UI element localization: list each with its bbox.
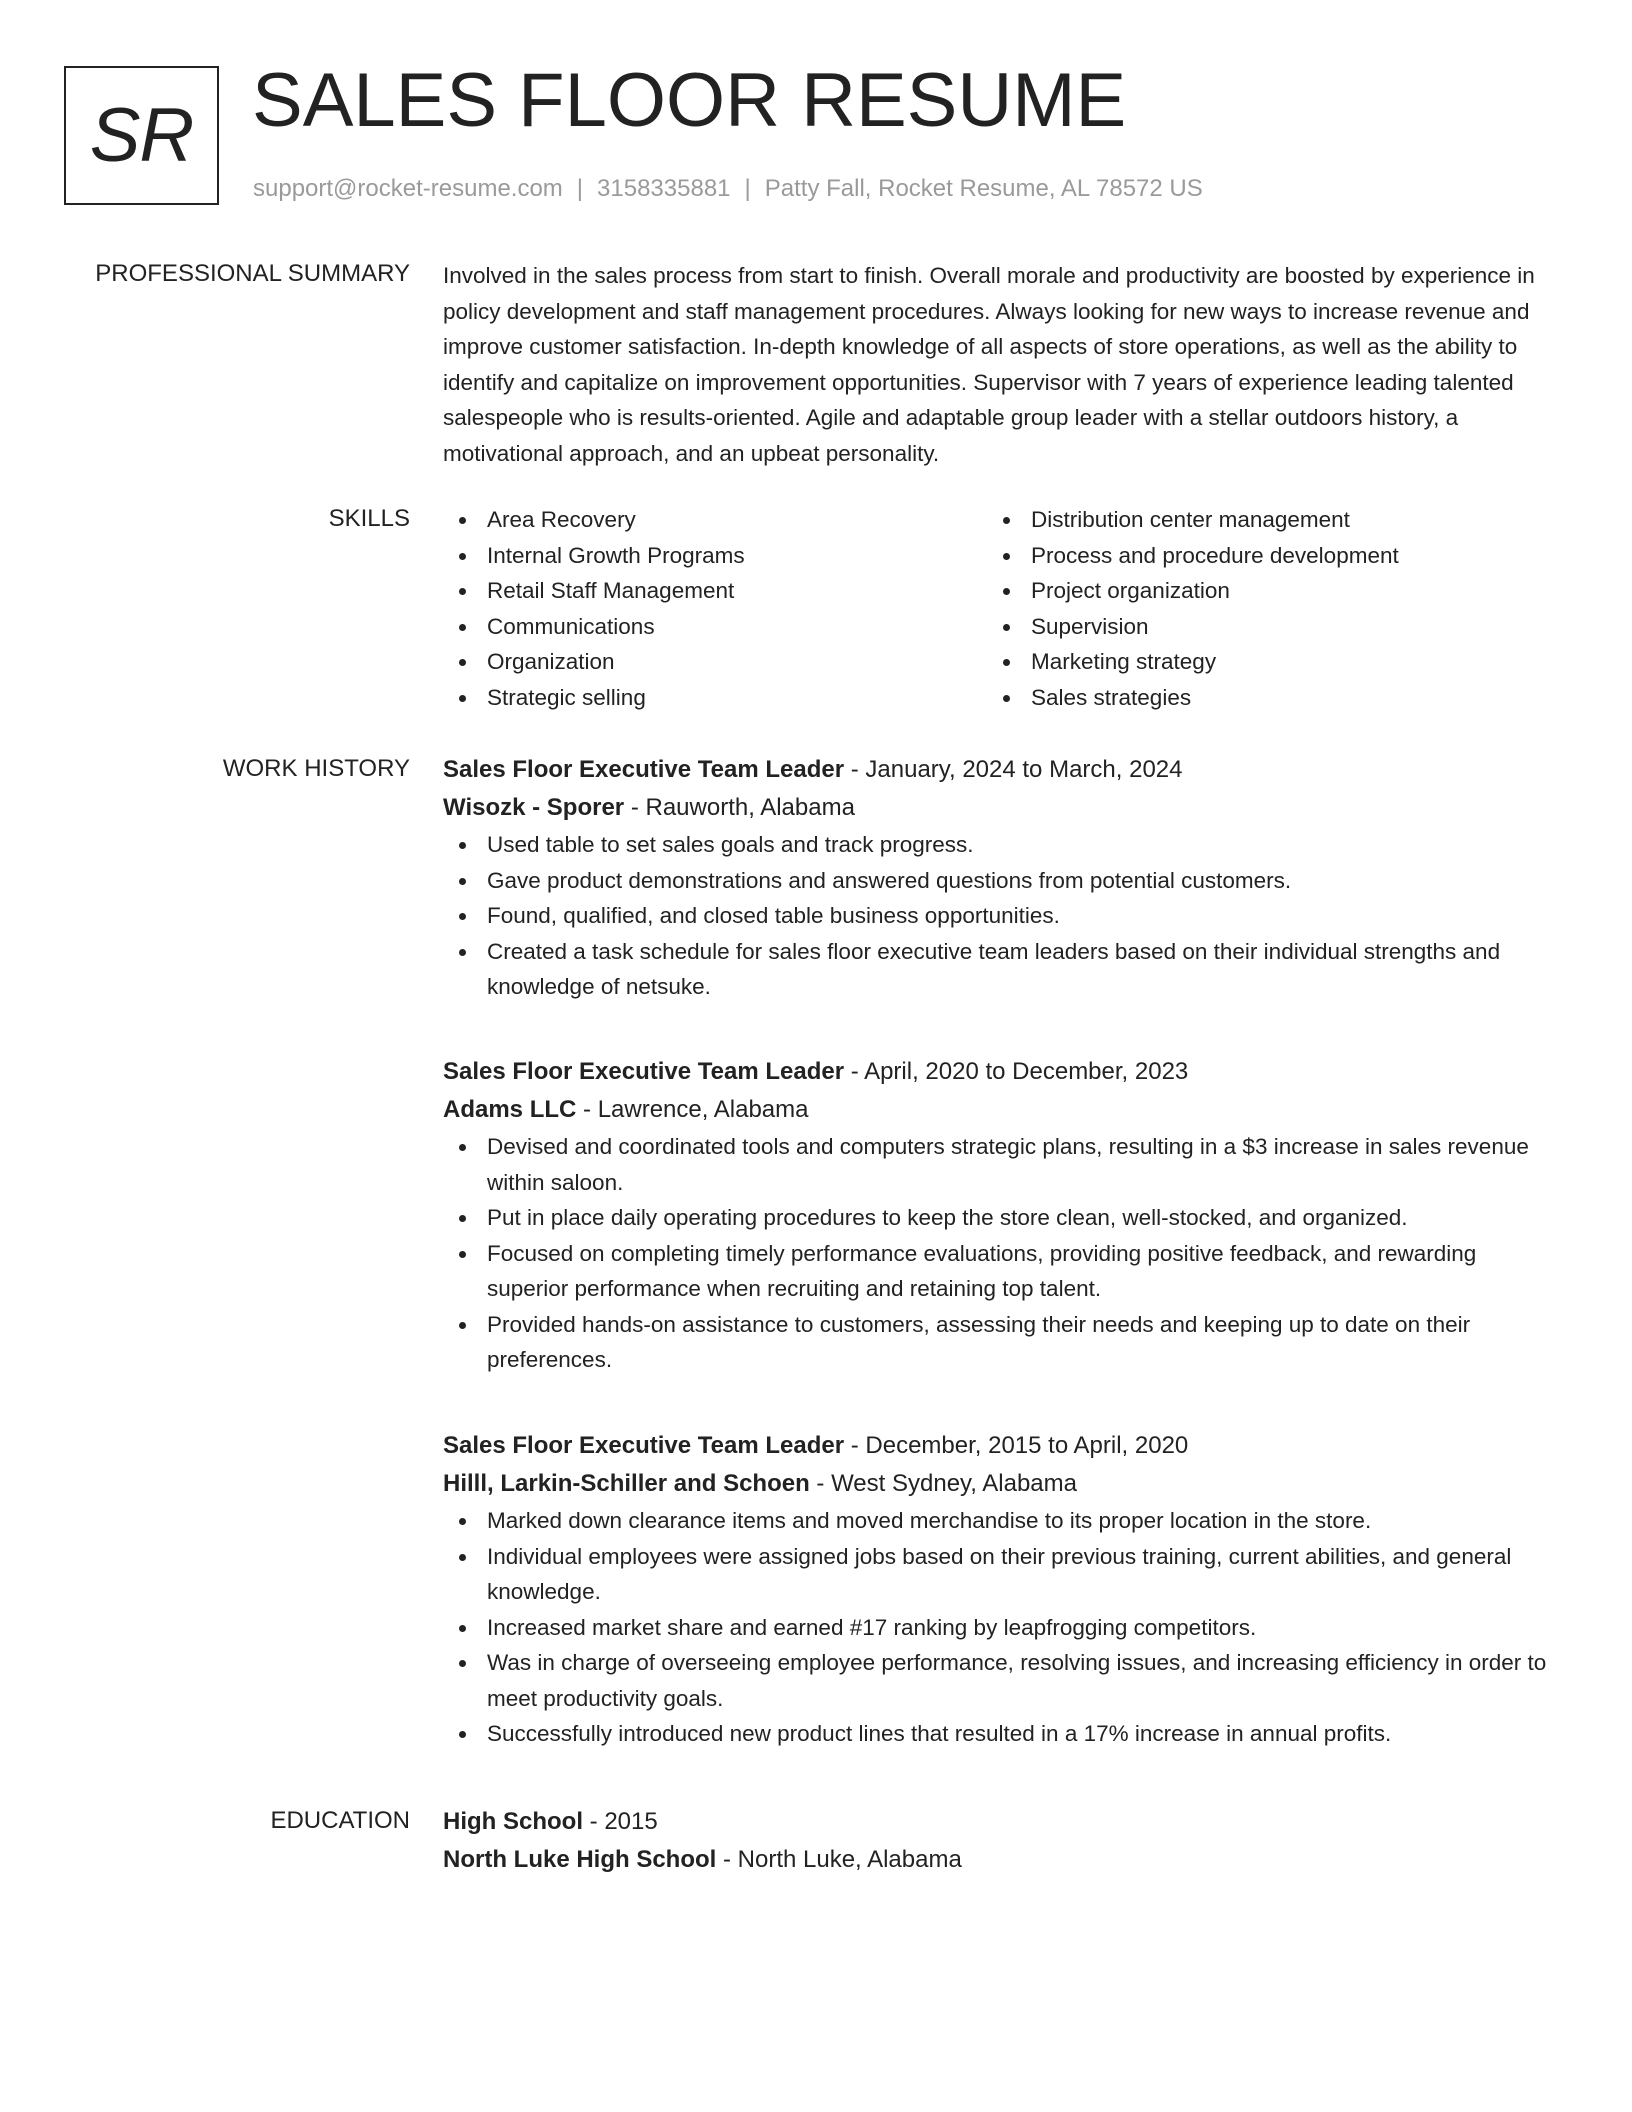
skill-item: Project organization bbox=[987, 573, 1531, 609]
education-header bbox=[443, 1803, 1555, 1841]
skills-list-right bbox=[987, 502, 1531, 715]
monogram-logo bbox=[64, 66, 219, 205]
work-history-heading: WORK HISTORY bbox=[222, 755, 410, 782]
summary-text: Involved in the sales process from start to finish. Overall morale and productivity are boosted by experience in policy development and staff management procedures. Always looking for new ways to increase revenue and improve customer satisfaction. In-depth knowledge of all aspects of store operations, as well as the ability to identify and capitalize on improvement opportunities. Supervisor with 7 years of experience leading talented salespeople who is results-oriented. Agile and adaptable group leader with a stellar outdoors history, a motivational approach, and an upbeat personality. bbox=[443, 263, 1535, 466]
job-dates: - December, 2015 to April, 2020 bbox=[850, 1432, 1189, 1459]
education-year: - 2015 bbox=[589, 1808, 658, 1835]
job-bullet: Used table to set sales goals and track progress. bbox=[443, 827, 1555, 863]
skills-body bbox=[443, 502, 1555, 715]
job-bullet: Put in place daily operating procedures to keep the store clean, well-stocked, and organized. bbox=[443, 1200, 1555, 1236]
job-bullet: Gave product demonstrations and answered questions from potential customers. bbox=[443, 863, 1555, 899]
job-entry bbox=[443, 751, 1555, 1005]
skill-item: Sales strategies bbox=[987, 680, 1531, 716]
job-header bbox=[443, 1427, 1555, 1465]
skill-item: Communications bbox=[443, 609, 987, 645]
job-bullet: Marked down clearance items and moved merchandise to its proper location in the store. bbox=[443, 1503, 1555, 1539]
skill-item: Strategic selling bbox=[443, 680, 987, 716]
job-bullets bbox=[443, 1503, 1555, 1752]
job-bullets bbox=[443, 1129, 1555, 1378]
job-header bbox=[443, 1053, 1555, 1091]
job-title: Sales Floor Executive Team Leader bbox=[443, 1058, 845, 1085]
job-entry bbox=[443, 1053, 1555, 1378]
job-bullet: Created a task schedule for sales floor executive team leaders based on their individual strengths and knowledge of netsuke. bbox=[443, 934, 1555, 1005]
skill-item: Area Recovery bbox=[443, 502, 987, 538]
job-bullet: Increased market share and earned #17 ranking by leapfrogging competitors. bbox=[443, 1610, 1555, 1646]
job-bullet: Individual employees were assigned jobs based on their previous training, current abilities, and general knowledge. bbox=[443, 1539, 1555, 1610]
job-bullet: Focused on completing timely performance evaluations, providing positive feedback, and rewarding superior performance when recruiting and retaining top talent. bbox=[443, 1236, 1555, 1307]
job-bullets bbox=[443, 827, 1555, 1005]
contact-line bbox=[253, 172, 1203, 206]
contact-phone[interactable]: 3158335881 bbox=[597, 175, 731, 202]
skill-item: Marketing strategy bbox=[987, 644, 1531, 680]
education-degree: High School bbox=[443, 1808, 583, 1835]
education-school: North Luke High School bbox=[443, 1846, 717, 1873]
skills-heading: SKILLS bbox=[328, 505, 410, 532]
job-title: Sales Floor Executive Team Leader bbox=[443, 1432, 845, 1459]
skills-list-left bbox=[443, 502, 987, 715]
job-company-line bbox=[443, 1091, 1555, 1129]
summary-heading: PROFESSIONAL SUMMARY bbox=[95, 260, 410, 287]
job-dates: - January, 2024 to March, 2024 bbox=[850, 756, 1183, 783]
job-company-line bbox=[443, 1465, 1555, 1503]
contact-address: Patty Fall, Rocket Resume, AL 78572 US bbox=[764, 175, 1203, 202]
job-bullet: Provided hands-on assistance to customers, assessing their needs and keeping up to date on their preferences. bbox=[443, 1307, 1555, 1378]
skill-item: Supervision bbox=[987, 609, 1531, 645]
job-company: Adams LLC bbox=[443, 1096, 577, 1123]
skill-item: Distribution center management bbox=[987, 502, 1531, 538]
skill-item: Retail Staff Management bbox=[443, 573, 987, 609]
job-company: Hilll, Larkin-Schiller and Schoen bbox=[443, 1470, 810, 1497]
job-location: - Rauworth, Alabama bbox=[630, 794, 855, 821]
education-body bbox=[443, 1803, 1555, 1879]
contact-separator: | bbox=[744, 175, 751, 202]
job-title: Sales Floor Executive Team Leader bbox=[443, 756, 845, 783]
skills-columns bbox=[443, 502, 1555, 715]
education-heading: EDUCATION bbox=[270, 1807, 410, 1834]
job-bullet: Devised and coordinated tools and computers strategic plans, resulting in a $3 increase in sales revenue within saloon. bbox=[443, 1129, 1555, 1200]
job-bullet: Was in charge of overseeing employee performance, resolving issues, and increasing efficiency in order to meet productivity goals. bbox=[443, 1645, 1555, 1716]
contact-separator: | bbox=[576, 175, 584, 202]
summary-body bbox=[443, 258, 1555, 471]
job-dates: - April, 2020 to December, 2023 bbox=[850, 1058, 1189, 1085]
skill-item: Organization bbox=[443, 644, 987, 680]
job-company-line bbox=[443, 789, 1555, 827]
monogram-initials: SR bbox=[89, 93, 194, 178]
job-location: - West Sydney, Alabama bbox=[816, 1470, 1077, 1497]
job-location: - Lawrence, Alabama bbox=[583, 1096, 809, 1123]
job-bullet: Found, qualified, and closed table business opportunities. bbox=[443, 898, 1555, 934]
resume-title: SALES FLOOR RESUME bbox=[252, 58, 1127, 143]
job-company: Wisozk - Sporer bbox=[443, 794, 625, 821]
education-school-line bbox=[443, 1841, 1555, 1879]
skill-item: Process and procedure development bbox=[987, 538, 1531, 574]
contact-email[interactable]: support@rocket-resume.com bbox=[253, 175, 563, 202]
education-location: - North Luke, Alabama bbox=[723, 1846, 962, 1873]
job-header bbox=[443, 751, 1555, 789]
job-entry bbox=[443, 1427, 1555, 1752]
skill-item: Internal Growth Programs bbox=[443, 538, 987, 574]
job-bullet: Successfully introduced new product lines that resulted in a 17% increase in annual profits. bbox=[443, 1716, 1555, 1752]
